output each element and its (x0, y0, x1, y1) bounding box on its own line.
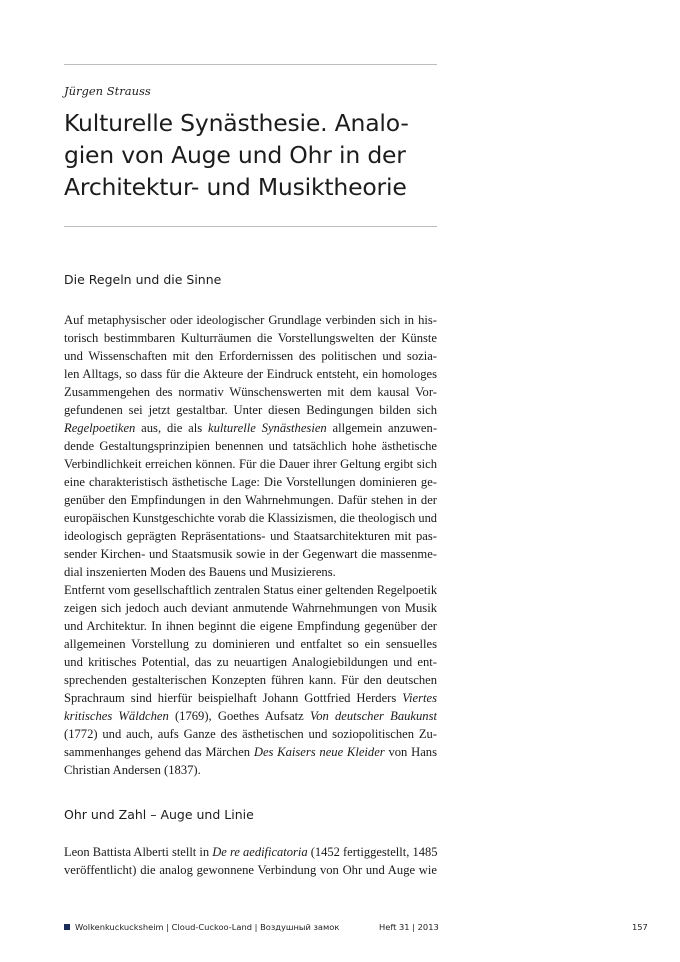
text-line (64, 617, 437, 635)
text-line (64, 743, 437, 761)
text-line (64, 437, 437, 455)
text-run: zeigen sich jedoch auch deviant anmutende Wahrnehmungen von Musik (64, 601, 437, 615)
text-line (64, 545, 437, 563)
text-run: Leon Battista Alberti stellt in (64, 845, 213, 859)
text-run: sammenhanges gehend das Märchen (64, 745, 254, 759)
text-line (64, 725, 437, 743)
text-line (64, 671, 437, 689)
footer-square-icon (64, 924, 70, 930)
text-run: (1772) und auch, aufs Ganze des ästhetischen und soziopolitischen Zu- (64, 727, 437, 741)
text-run: aus, die als (135, 421, 209, 435)
title-line: gien von Auge und Ohr in der (64, 141, 406, 169)
text-run: gefundenen sei jetzt gestaltbar. Unter diesen Bedingungen bilden sich (64, 403, 437, 417)
text-run: und kritisches Potential, das zu neuartigen Analogiebildungen und ent- (64, 655, 437, 669)
text-run: Verbindlichkeit erreichen können. Für die Dauer ihrer Geltung ergibt sich (64, 457, 437, 471)
text-run: und Wissenschaften mit den Erfordernissen des politischen und sozia- (64, 349, 437, 363)
text-run: von Hans (384, 745, 437, 759)
text-line (64, 689, 437, 707)
text-run: Entfernt vom gesellschaftlich zentralen Status einer geltenden Regelpoetik (64, 583, 437, 597)
text-run: (1452 fertiggestellt, 1485 (307, 845, 437, 859)
footer-page-number: 157 (632, 922, 648, 932)
text-line (64, 329, 437, 347)
text-line (64, 635, 437, 653)
text-run: Auf metaphysischer oder ideologischer Grundlage verbinden sich in his- (64, 313, 437, 327)
text-run: allgemein anzuwen- (326, 421, 437, 435)
article-title (64, 107, 444, 203)
text-line (64, 473, 437, 491)
text-line (64, 527, 437, 545)
paragraph-3 (64, 843, 437, 879)
text-run: sender Kirchen- und Staatsmusik sowie in der Gegenwart die massenme- (64, 547, 437, 561)
author-name: Jürgen Strauss (64, 84, 151, 98)
paragraph-1 (64, 311, 437, 581)
text-line (64, 311, 437, 329)
text-run: ideologisch geprägten Repräsentations- und Staatsarchitekturen mit pas- (64, 529, 437, 543)
text-line (64, 419, 437, 437)
text-line (64, 843, 437, 861)
italic-phrase: De re aedificatoria (212, 845, 308, 859)
text-run: (1769), Goethes Aufsatz (168, 709, 310, 723)
top-rule (64, 64, 437, 65)
text-run: allgemeinen Vorstellung zu dominieren und entfaltet so ein sensuelles (64, 637, 437, 651)
text-line (64, 383, 437, 401)
text-run: und Architektur. In ihnen beginnt die eigene Empfindung gegenüber der (64, 619, 437, 633)
paragraph-2 (64, 581, 437, 779)
italic-phrase: Von deutscher Baukunst (309, 709, 437, 723)
text-line (64, 707, 437, 725)
title-rule (64, 226, 437, 227)
text-line (64, 347, 437, 365)
text-line (64, 365, 437, 383)
italic-phrase: kritisches Wäldchen (64, 709, 169, 723)
text-line (64, 581, 437, 599)
text-line (64, 563, 437, 581)
text-run: torisch bestimmbaren Kulturräumen die Vorstellungswelten der Künste (64, 331, 437, 345)
italic-phrase: Regelpoetiken (64, 421, 136, 435)
text-run: sprechenden gestalterischen Konzepten führen kann. Für den deutschen (64, 673, 437, 687)
text-run: genüber den Empfindungen in den Wahrnehmungen. Dafür stehen in der (64, 493, 437, 507)
italic-phrase: Des Kaisers neue Kleider (253, 745, 385, 759)
text-run: europäischen Kunstgeschichte vorab die Klassizismen, die theologisch und (64, 511, 437, 525)
title-line: Architektur- und Musiktheorie (64, 173, 407, 201)
text-run: Christian Andersen (1837). (64, 763, 201, 777)
text-run: Sprachraum sind hierfür beispielhaft Johann Gottfried Herders (64, 691, 403, 705)
text-line (64, 861, 437, 879)
italic-phrase: kulturelle Synästhesien (208, 421, 327, 435)
text-line (64, 491, 437, 509)
footer-journal: Wolkenkuckucksheim | Cloud-Cuckoo-Land | Воздушный замок (75, 922, 340, 932)
text-line (64, 509, 437, 527)
text-run: veröffentlicht) die analog gewonnene Verbindung von Ohr und Auge wie (64, 863, 437, 877)
footer-issue: Heft 31 | 2013 (379, 922, 439, 932)
text-line (64, 599, 437, 617)
section-heading-rules-senses: Die Regeln und die Sinne (64, 272, 222, 287)
text-line (64, 653, 437, 671)
text-run: eine charakteristisch ästhetische Lage: Die Vorstellungen dominieren ge- (64, 475, 437, 489)
italic-phrase: Viertes (402, 691, 437, 705)
text-line (64, 401, 437, 419)
text-line (64, 455, 437, 473)
text-run: len Alltags, so dass für die Akteure der Eindruck entsteht, ein homologes (64, 367, 437, 381)
text-line (64, 761, 437, 779)
section-heading-ear-eye: Ohr und Zahl – Auge und Linie (64, 807, 254, 822)
text-run: dende Gestaltungsprinzipien benennen und tatsächlich hohe ästhetische (64, 439, 437, 453)
title-line: Kulturelle Synästhesie. Analo- (64, 109, 409, 137)
text-run: dial inszenierten Moden des Bauens und Musizierens. (64, 565, 336, 579)
text-run: Zusammengehen des normativ Wünschenswerten mit dem kausal Vor- (64, 385, 437, 399)
